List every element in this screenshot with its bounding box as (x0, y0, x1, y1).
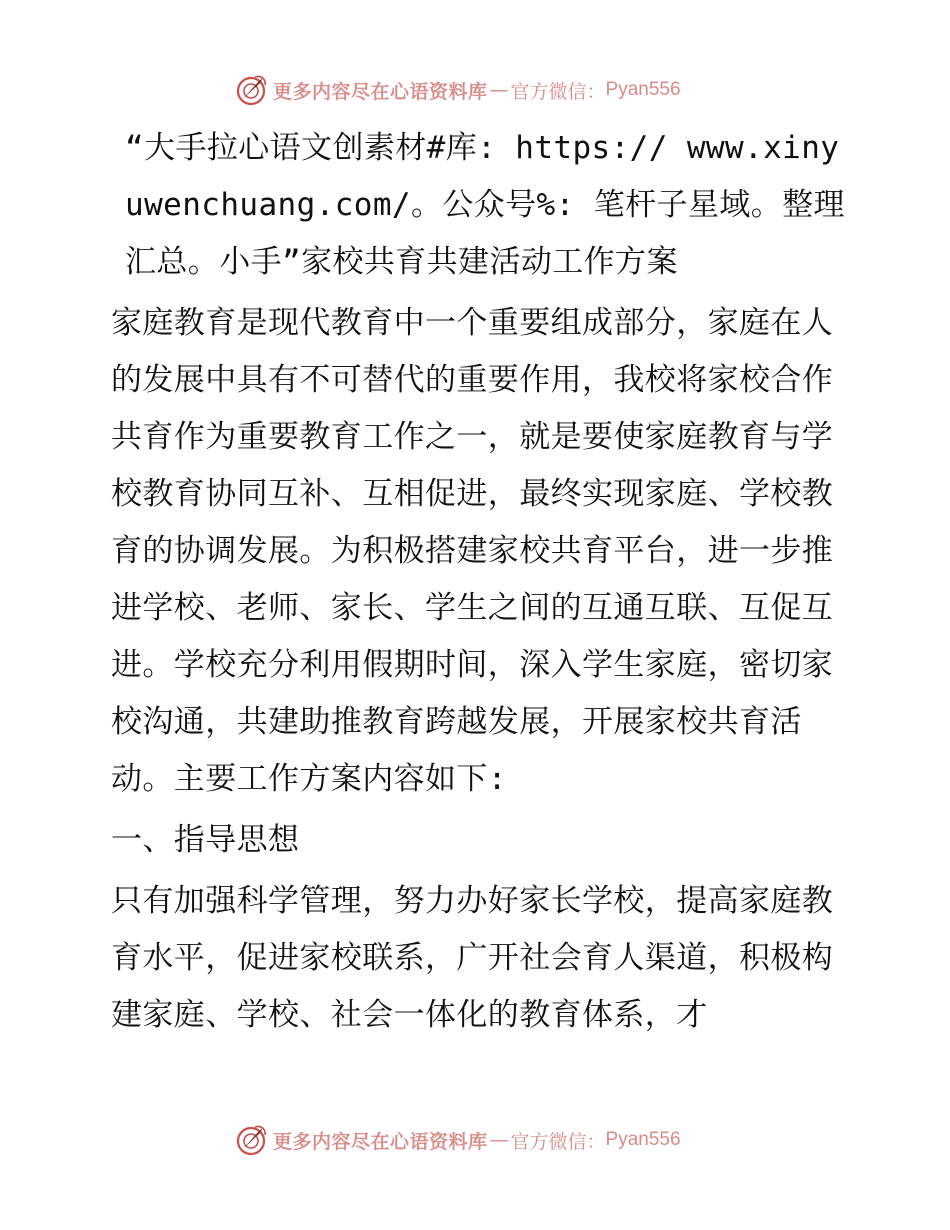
header-watermark (235, 72, 681, 108)
watermark-id: Pyan556 (605, 79, 681, 100)
quill-logo-icon (235, 1123, 269, 1157)
watermark-text: 更多内容尽在心语资料库 (273, 1130, 488, 1153)
watermark-label: 官方微信： (510, 80, 606, 103)
intro-paragraph: 家庭教育是现代教育中一个重要组成部分，家庭在人的发展中具有不可替代的重要作用，我校将家校合作共育作为重要教育工作之一，就是要使家庭教育与学校教育协同互补、互相促进，最终实现家庭、学校教育的协调发展。为积极搭建家校共育平台，进一步推进学校、老师、家长、学生之间的互通互联、互促互进。学校充分利用假期时间，深入学生家庭，密切家校沟通，共建助推教育跨越发展，开展家校共育活动。主要工作方案内容如下: (111, 305, 834, 797)
footer-watermark (235, 1122, 681, 1158)
section-heading: 一、指导思想 (111, 822, 300, 858)
watermark-separator: — (489, 79, 509, 101)
quill-logo-icon (235, 73, 269, 107)
watermark-separator: — (489, 1129, 509, 1151)
document-title: “大手拉心语文创素材#库: https:// www.xinyuwenchuang.com/。公众号%: 笔杆子星域。整理汇总。小手”家校共育共建活动工作方案 (125, 130, 845, 280)
watermark-id: Pyan556 (605, 1129, 681, 1150)
section-paragraph: 只有加强科学管理，努力办好家长学校，提高家庭教育水平，促进家校联系，广开社会育人渠道，积极构建家庭、学校、社会一体化的教育体系，才 (111, 883, 834, 1033)
watermark-text: 更多内容尽在心语资料库 (273, 80, 488, 103)
document-body (97, 120, 853, 1044)
watermark-label: 官方微信： (510, 1130, 606, 1153)
